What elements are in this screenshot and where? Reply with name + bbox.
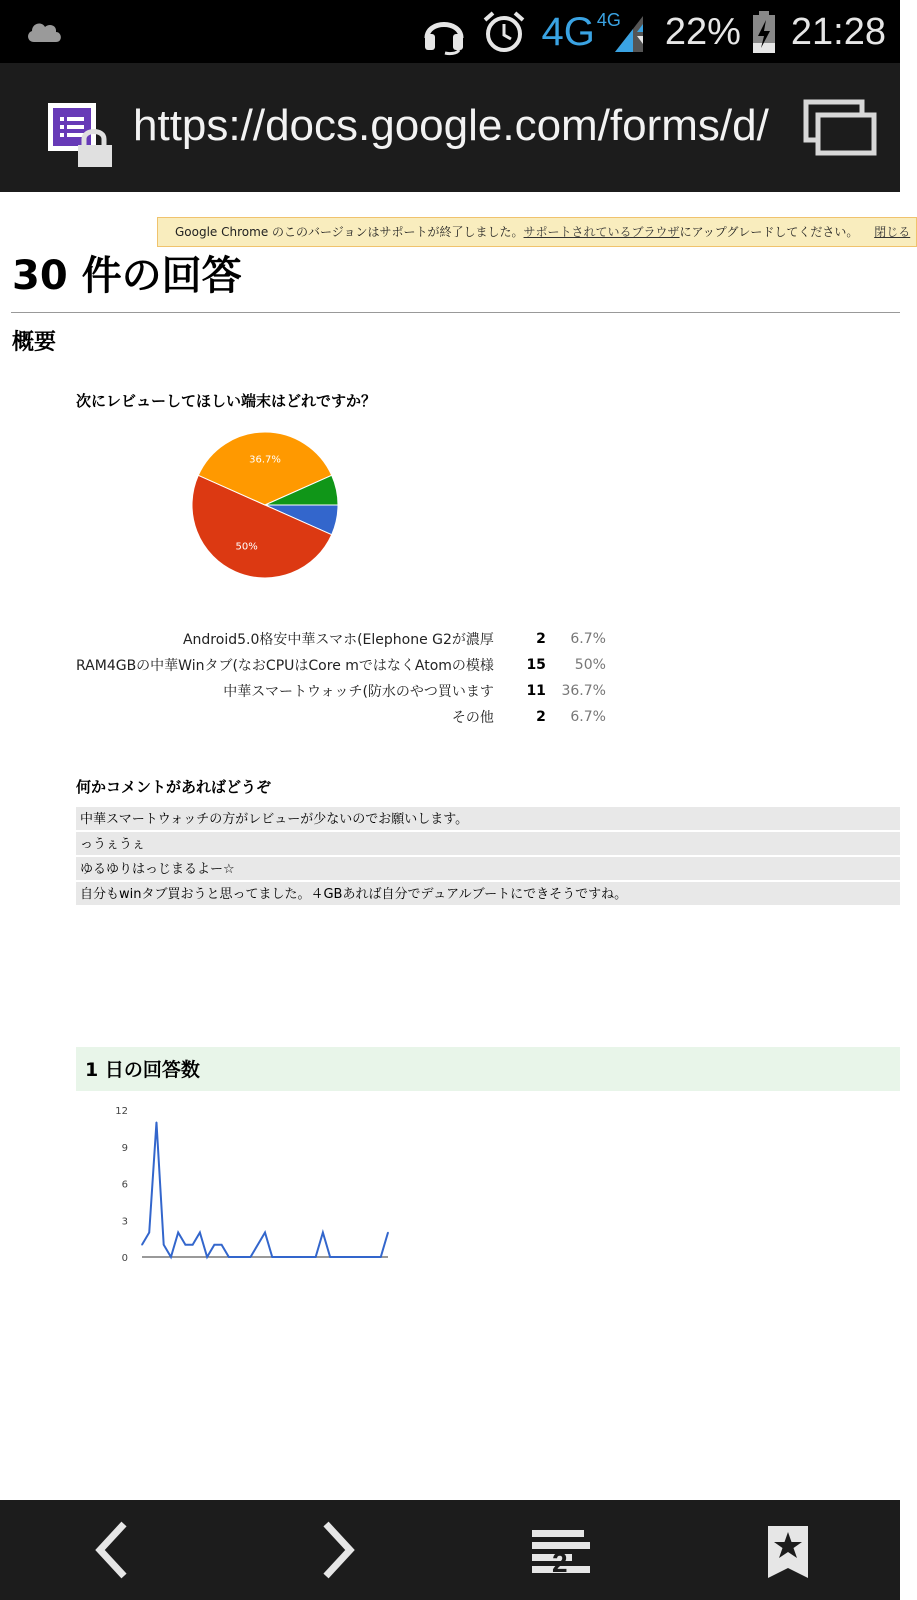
data-point — [380, 1256, 382, 1258]
data-point — [293, 1256, 295, 1258]
y-tick-label: 3 — [121, 1216, 128, 1228]
data-point — [250, 1256, 252, 1258]
y-tick-label: 12 — [115, 1106, 128, 1117]
data-point — [337, 1256, 339, 1258]
data-point — [206, 1256, 208, 1258]
data-point — [264, 1232, 266, 1234]
data-point — [163, 1244, 165, 1246]
network-type: 4G — [541, 9, 595, 54]
alarm-icon — [481, 10, 527, 54]
section-heading: 概要 — [12, 330, 57, 355]
page-content — [0, 192, 911, 1500]
data-point — [373, 1256, 375, 1258]
question-title: 次にレビューしてほしい端末はどれですか？ — [76, 392, 377, 410]
poll-percent: 6.7% — [570, 709, 606, 725]
poll-count: 11 — [526, 683, 546, 699]
data-point — [329, 1256, 331, 1258]
poll-count: 2 — [536, 709, 546, 725]
headset-icon — [421, 10, 467, 54]
url-bar — [0, 63, 900, 192]
poll-percent: 50% — [574, 657, 606, 673]
battery-percent: 22% — [664, 10, 741, 53]
pie-chart — [190, 430, 340, 580]
poll-count: 15 — [526, 657, 546, 673]
signal-icon — [613, 10, 647, 54]
data-point — [192, 1244, 194, 1246]
forward-icon[interactable] — [316, 1520, 360, 1580]
battery-charging-icon — [751, 10, 777, 54]
data-point — [199, 1232, 201, 1234]
data-point — [344, 1256, 346, 1258]
back-icon[interactable] — [90, 1520, 134, 1580]
comment-row: 中華スマートウォッチの方がレビューが少ないのでお願いします。 — [76, 807, 900, 832]
poll-percent: 36.7% — [561, 683, 606, 699]
data-point — [156, 1121, 158, 1123]
banner-close-link[interactable]: 閉じる — [874, 225, 911, 239]
poll-label: 中華スマートウォッチ(防水のやつ買います — [223, 684, 494, 700]
poll-percent: 6.7% — [570, 631, 606, 647]
poll-count: 2 — [536, 631, 546, 647]
banner-text-suffix: にアップグレードしてください。 — [679, 225, 859, 239]
cloud-icon — [24, 18, 64, 44]
data-point — [286, 1256, 288, 1258]
clock: 21:28 — [790, 10, 886, 53]
data-point — [351, 1256, 353, 1258]
y-tick-label: 0 — [121, 1253, 128, 1264]
data-point — [257, 1244, 259, 1246]
poll-results-table — [76, 626, 606, 730]
data-point — [221, 1244, 223, 1246]
pie-slice-label: 50% — [235, 541, 258, 553]
daily-responses-title: 1 日の回答数 — [85, 1059, 200, 1081]
poll-row — [76, 652, 606, 678]
y-tick-label: 9 — [121, 1142, 128, 1154]
status-bar — [0, 0, 900, 63]
y-tick-label: 6 — [121, 1179, 128, 1191]
tabs-icon[interactable] — [803, 99, 877, 157]
data-point — [214, 1244, 216, 1246]
question-title-comments: 何かコメントがあればどうぞ — [76, 778, 272, 796]
data-point — [300, 1256, 302, 1258]
data-point — [177, 1232, 179, 1234]
bookmark-icon[interactable] — [766, 1524, 810, 1580]
unsupported-browser-banner — [157, 217, 917, 247]
pie-slice-label: 36.7% — [249, 454, 281, 466]
comment-list — [76, 807, 900, 907]
data-point — [322, 1232, 324, 1234]
data-point — [358, 1256, 360, 1258]
supported-browser-link[interactable]: サポートされているブラウザ — [523, 225, 680, 239]
banner-text: Google Chrome のこのバージョンはサポートが終了しました。 — [175, 225, 524, 239]
daily-responses-header — [76, 1047, 900, 1091]
page-title: 30 件の回答 — [12, 253, 242, 299]
data-point — [315, 1256, 317, 1258]
tab-count: 2 — [552, 1547, 568, 1578]
bottom-nav-bar — [0, 1500, 900, 1600]
network-type-small: 4G — [596, 10, 621, 30]
poll-label: その他 — [451, 710, 494, 726]
poll-row — [76, 704, 606, 730]
data-point — [308, 1256, 310, 1258]
data-point — [148, 1232, 150, 1234]
data-point — [365, 1256, 367, 1258]
data-point — [170, 1256, 172, 1258]
poll-label: RAM4GBの中華Winタブ(なおCPUはCore mではなくAtomの模様 — [76, 658, 494, 674]
data-point — [228, 1256, 230, 1258]
data-point — [185, 1244, 187, 1246]
tabs-list-icon[interactable] — [532, 1528, 594, 1578]
comment-row: ゆるゆりはっじまるよー☆ — [76, 857, 900, 882]
data-point — [235, 1256, 237, 1258]
forms-lock-icon[interactable] — [48, 103, 116, 169]
url-text[interactable]: https://docs.google.com/forms/d/ — [133, 101, 769, 150]
poll-row — [76, 678, 606, 704]
divider — [11, 312, 900, 313]
data-point — [279, 1256, 281, 1258]
series-line — [142, 1122, 388, 1257]
data-point — [271, 1256, 273, 1258]
line-chart — [100, 1092, 400, 1262]
comment-row: っうぇうぇ — [76, 832, 900, 857]
comment-row: 自分もwinタブ買おうと思ってました。４GBあれば自分でデュアルブートにできそうですね。 — [76, 882, 900, 907]
poll-label: Android5.0格安中華スマホ(Elephone G2が濃厚 — [182, 632, 494, 648]
poll-row — [76, 626, 606, 652]
data-point — [141, 1244, 143, 1246]
data-point — [387, 1232, 389, 1234]
data-point — [242, 1256, 244, 1258]
